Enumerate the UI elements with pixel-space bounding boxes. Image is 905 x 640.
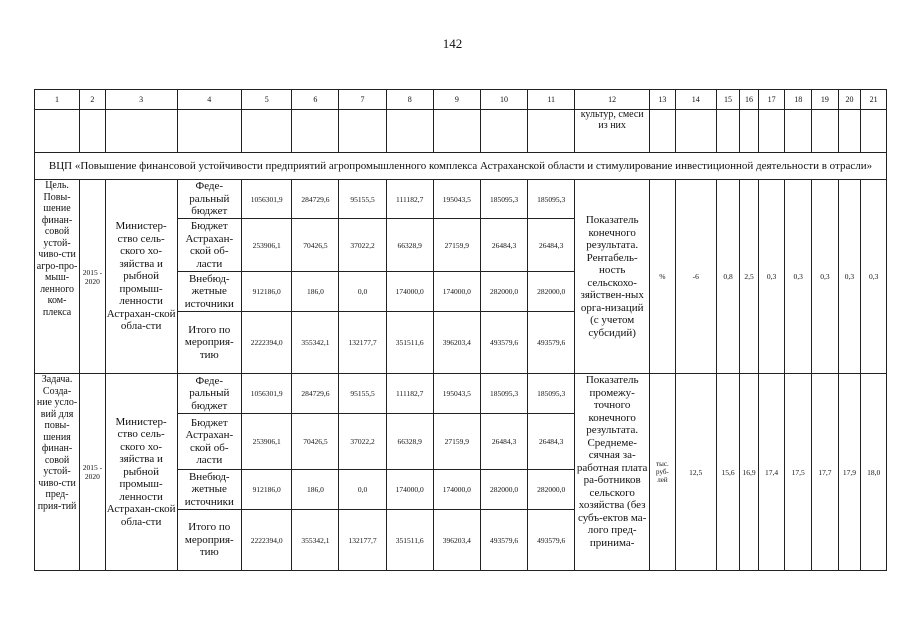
value-cell: 0,0	[339, 470, 386, 510]
cell	[177, 110, 242, 153]
value-cell: 26484,3	[528, 219, 575, 272]
cell	[105, 110, 177, 153]
unit-cell: %	[650, 180, 676, 374]
source-cell: Бюджет Астрахан-ской об-ласти	[177, 414, 242, 470]
cell	[528, 110, 575, 153]
target-value-cell: 0,3	[758, 180, 785, 374]
target-value-cell: 16,9	[740, 374, 758, 571]
column-number: 12	[575, 90, 650, 110]
column-number: 21	[861, 90, 887, 110]
source-cell: Бюджет Астрахан-ской об-ласти	[177, 219, 242, 272]
value-cell: 493579,6	[480, 312, 527, 374]
value-cell: 27159,9	[433, 219, 480, 272]
value-cell: 70426,5	[292, 414, 339, 470]
value-cell: 355342,1	[292, 510, 339, 571]
cell	[838, 110, 861, 153]
value-cell: 282000,0	[528, 470, 575, 510]
value-cell: 396203,4	[433, 510, 480, 571]
target-value-cell: 2,5	[740, 180, 758, 374]
target-value-cell: 0,3	[861, 180, 887, 374]
value-cell: 493579,6	[528, 312, 575, 374]
value-cell: 26484,3	[480, 414, 527, 470]
value-cell: 37022,2	[339, 219, 386, 272]
source-cell: Феде-ральный бюджет	[177, 180, 242, 219]
base-value-cell: -6	[675, 180, 716, 374]
value-cell: 253906,1	[242, 219, 292, 272]
value-cell: 66328,9	[386, 219, 433, 272]
value-cell: 1056301,9	[242, 180, 292, 219]
target-value-cell: 0,3	[838, 180, 861, 374]
continuation-row	[35, 110, 887, 153]
value-cell: 186,0	[292, 272, 339, 312]
target-value-cell: 17,9	[838, 374, 861, 571]
column-number: 8	[386, 90, 433, 110]
column-number: 15	[716, 90, 740, 110]
executor-cell: Министер-ство сель-ского хо-зяйства и рыбной промыш-ленности Астрахан-ской обла-сти	[105, 180, 177, 374]
value-cell: 26484,3	[528, 414, 575, 470]
value-cell: 396203,4	[433, 312, 480, 374]
column-number: 7	[339, 90, 386, 110]
table-row	[35, 374, 887, 414]
value-cell: 2222394,0	[242, 312, 292, 374]
target-value-cell: 17,4	[758, 374, 785, 571]
value-cell: 185095,3	[528, 180, 575, 219]
value-cell: 185095,3	[528, 374, 575, 414]
target-value-cell: 0,3	[785, 180, 812, 374]
cell	[812, 110, 839, 153]
table-row	[35, 180, 887, 219]
value-cell: 132177,7	[339, 510, 386, 571]
target-value-cell: 0,3	[812, 180, 839, 374]
target-value-cell: 17,7	[812, 374, 839, 571]
column-number: 14	[675, 90, 716, 110]
cell	[675, 110, 716, 153]
value-cell: 185095,3	[480, 374, 527, 414]
executor-cell: Министер-ство сель-ского хо-зяйства и рыбной промыш-ленности Астрахан-ской обла-сти	[105, 374, 177, 571]
target-value-cell: 15,6	[716, 374, 740, 571]
value-cell: 355342,1	[292, 312, 339, 374]
value-cell: 253906,1	[242, 414, 292, 470]
value-cell: 37022,2	[339, 414, 386, 470]
value-cell: 111182,7	[386, 180, 433, 219]
column-number: 19	[812, 90, 839, 110]
program-table	[34, 89, 887, 571]
value-cell: 282000,0	[480, 470, 527, 510]
value-cell: 195043,5	[433, 180, 480, 219]
source-cell: Феде-ральный бюджет	[177, 374, 242, 414]
value-cell: 186,0	[292, 470, 339, 510]
column-number: 6	[292, 90, 339, 110]
value-cell: 1056301,9	[242, 374, 292, 414]
column-number: 10	[480, 90, 527, 110]
source-cell: Внебюд-жетные источники	[177, 470, 242, 510]
source-cell: Внебюд-жетные источники	[177, 272, 242, 312]
source-cell: Итого по мероприя-тию	[177, 312, 242, 374]
column-number: 9	[433, 90, 480, 110]
column-number: 20	[838, 90, 861, 110]
value-cell: 174000,0	[386, 272, 433, 312]
value-cell: 195043,5	[433, 374, 480, 414]
column-number-row	[35, 90, 887, 110]
value-cell: 95155,5	[339, 180, 386, 219]
page-number: 142	[442, 36, 463, 51]
value-cell: 282000,0	[528, 272, 575, 312]
base-value-cell: 12,5	[675, 374, 716, 571]
cell	[433, 110, 480, 153]
value-cell: 132177,7	[339, 312, 386, 374]
cell	[480, 110, 527, 153]
value-cell: 912186,0	[242, 470, 292, 510]
target-value-cell: 17,5	[785, 374, 812, 571]
value-cell: 26484,3	[480, 219, 527, 272]
cell	[80, 110, 106, 153]
cell	[242, 110, 292, 153]
cell	[861, 110, 887, 153]
cell	[716, 110, 740, 153]
value-cell: 185095,3	[480, 180, 527, 219]
column-number: 1	[35, 90, 80, 110]
value-cell: 111182,7	[386, 374, 433, 414]
value-cell: 27159,9	[433, 414, 480, 470]
table-body	[35, 90, 887, 571]
cell	[740, 110, 758, 153]
column-number: 3	[105, 90, 177, 110]
years-cell: 2015 - 2020	[80, 180, 106, 374]
indicator-cell: Показатель промежу-точного конечного результата. Среднеме-сячная за-работная плата ра-ботников сельского хозяйства (без субъ-ектов ма-лого пред-принима-	[575, 374, 650, 571]
value-cell: 66328,9	[386, 414, 433, 470]
unit-cell: тыс. руб-лей	[650, 374, 676, 571]
cell	[35, 110, 80, 153]
target-value-cell: 0,8	[716, 180, 740, 374]
value-cell: 912186,0	[242, 272, 292, 312]
value-cell: 351511,6	[386, 510, 433, 571]
column-number: 5	[242, 90, 292, 110]
source-cell: Итого по мероприя-тию	[177, 510, 242, 571]
column-number: 4	[177, 90, 242, 110]
cell	[292, 110, 339, 153]
value-cell: 174000,0	[433, 272, 480, 312]
section-row	[35, 153, 887, 180]
value-cell: 351511,6	[386, 312, 433, 374]
value-cell: 282000,0	[480, 272, 527, 312]
goal-cell: Задача. Созда-ние усло-вий для повы-шения финан-совой устой-чиво-сти пред-прия-тий	[35, 374, 80, 571]
column-number: 16	[740, 90, 758, 110]
goal-cell: Цель. Повы-шение финан-совой устой-чиво-сти агро-про-мыш-ленного ком-плекса	[35, 180, 80, 374]
column-number: 17	[758, 90, 785, 110]
cell	[785, 110, 812, 153]
value-cell: 493579,6	[480, 510, 527, 571]
cell	[339, 110, 386, 153]
target-value-cell: 18,0	[861, 374, 887, 571]
cell	[650, 110, 676, 153]
column-number: 18	[785, 90, 812, 110]
years-cell: 2015 - 2020	[80, 374, 106, 571]
value-cell: 95155,5	[339, 374, 386, 414]
column-number: 2	[80, 90, 106, 110]
continuation-cell: культур, смеси из них	[575, 110, 650, 153]
value-cell: 174000,0	[433, 470, 480, 510]
indicator-cell: Показатель конечного результата. Рентабель-ность сельскохо-зяйствен-ных орга-низаций (с учетом субсидий)	[575, 180, 650, 374]
value-cell: 493579,6	[528, 510, 575, 571]
value-cell: 174000,0	[386, 470, 433, 510]
cell	[758, 110, 785, 153]
value-cell: 284729,6	[292, 180, 339, 219]
value-cell: 284729,6	[292, 374, 339, 414]
section-title: ВЦП «Повышение финансовой устойчивости предприятий агропромышленного комплекса Астраханской области и стимулирование инвестиционной деятельности в отрасли»	[35, 153, 887, 180]
value-cell: 2222394,0	[242, 510, 292, 571]
value-cell: 0,0	[339, 272, 386, 312]
column-number: 11	[528, 90, 575, 110]
column-number: 13	[650, 90, 676, 110]
value-cell: 70426,5	[292, 219, 339, 272]
cell	[386, 110, 433, 153]
